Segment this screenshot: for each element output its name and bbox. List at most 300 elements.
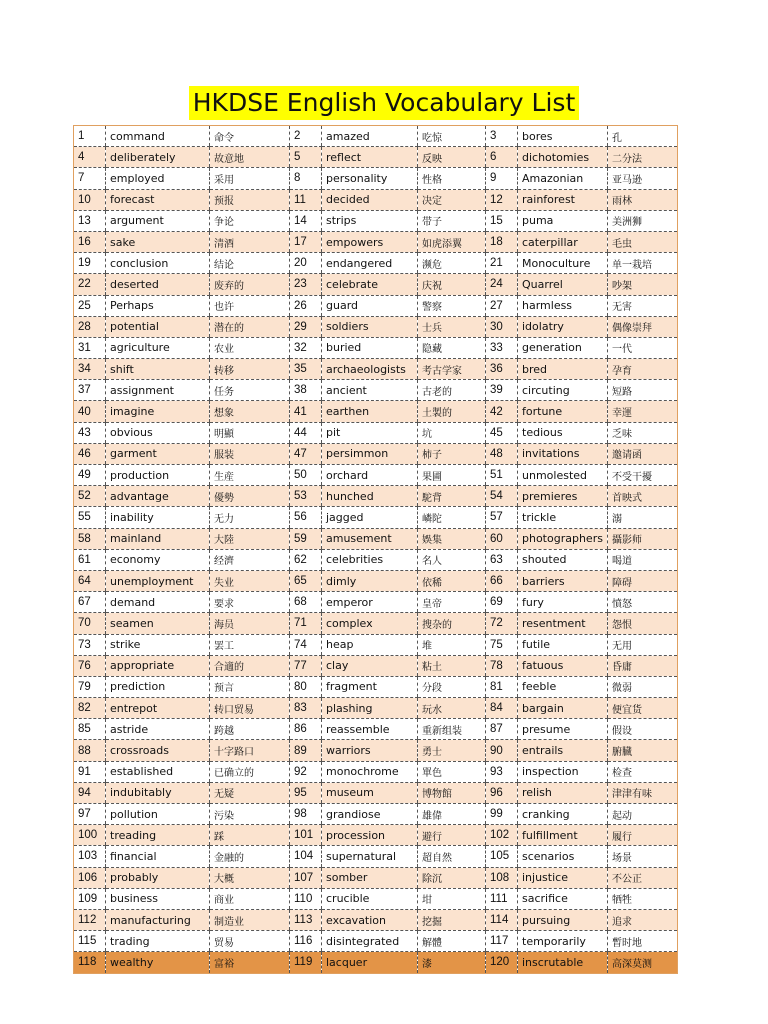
chinese-translation: 检查 xyxy=(608,761,678,782)
english-word: entrails xyxy=(518,740,608,761)
english-word: clay xyxy=(322,655,418,676)
table-row xyxy=(74,782,678,803)
chinese-translation: 农业 xyxy=(210,337,290,358)
table-row xyxy=(74,549,678,570)
chinese-translation: 偶像崇拜 xyxy=(608,316,678,337)
english-word: resentment xyxy=(518,613,608,634)
entry-number: 105 xyxy=(486,846,518,867)
chinese-translation: 腑臓 xyxy=(608,740,678,761)
table-row xyxy=(74,210,678,231)
entry-number: 15 xyxy=(486,210,518,231)
entry-number: 3 xyxy=(486,126,518,147)
table-row xyxy=(74,359,678,380)
english-word: orchard xyxy=(322,465,418,486)
english-word: seamen xyxy=(106,613,210,634)
english-word: harmless xyxy=(518,295,608,316)
english-word: sacrifice xyxy=(518,888,608,909)
page-title: HKDSE English Vocabulary List xyxy=(189,86,580,120)
entry-number: 65 xyxy=(290,570,322,591)
table-row xyxy=(74,634,678,655)
chinese-translation: 濒危 xyxy=(418,253,486,274)
chinese-translation: 潜在的 xyxy=(210,316,290,337)
entry-number: 79 xyxy=(74,676,106,697)
chinese-translation: 想象 xyxy=(210,401,290,422)
entry-number: 19 xyxy=(74,253,106,274)
entry-number: 71 xyxy=(290,613,322,634)
chinese-translation: 已确立的 xyxy=(210,761,290,782)
chinese-translation: 生産 xyxy=(210,465,290,486)
english-word: strips xyxy=(322,210,418,231)
entry-number: 30 xyxy=(486,316,518,337)
entry-number: 86 xyxy=(290,719,322,740)
entry-number: 57 xyxy=(486,507,518,528)
entry-number: 60 xyxy=(486,528,518,549)
english-word: barriers xyxy=(518,570,608,591)
english-word: unemployment xyxy=(106,570,210,591)
chinese-translation: 起动 xyxy=(608,804,678,825)
chinese-translation: 駝背 xyxy=(418,486,486,507)
table-row xyxy=(74,825,678,846)
chinese-translation: 重新组装 xyxy=(418,719,486,740)
entry-number: 68 xyxy=(290,592,322,613)
entry-number: 66 xyxy=(486,570,518,591)
entry-number: 35 xyxy=(290,359,322,380)
entry-number: 20 xyxy=(290,253,322,274)
chinese-translation: 踩 xyxy=(210,825,290,846)
entry-number: 22 xyxy=(74,274,106,295)
english-word: entrepot xyxy=(106,698,210,719)
chinese-translation: 转口贸易 xyxy=(210,698,290,719)
entry-number: 62 xyxy=(290,549,322,570)
entry-number: 49 xyxy=(74,465,106,486)
entry-number: 95 xyxy=(290,782,322,803)
entry-number: 98 xyxy=(290,804,322,825)
chinese-translation: 大概 xyxy=(210,867,290,888)
chinese-translation: 暫时地 xyxy=(608,931,678,952)
english-word: dichotomies xyxy=(518,147,608,168)
entry-number: 37 xyxy=(74,380,106,401)
english-word: business xyxy=(106,888,210,909)
english-word: garment xyxy=(106,443,210,464)
entry-number: 97 xyxy=(74,804,106,825)
chinese-translation: 服装 xyxy=(210,443,290,464)
entry-number: 91 xyxy=(74,761,106,782)
chinese-translation: 勇士 xyxy=(418,740,486,761)
english-word: inscrutable xyxy=(518,952,608,973)
entry-number: 101 xyxy=(290,825,322,846)
table-row xyxy=(74,698,678,719)
chinese-translation: 争论 xyxy=(210,210,290,231)
entry-number: 16 xyxy=(74,231,106,252)
english-word: trickle xyxy=(518,507,608,528)
entry-number: 67 xyxy=(74,592,106,613)
chinese-translation: 解體 xyxy=(418,931,486,952)
entry-number: 6 xyxy=(486,147,518,168)
table-row xyxy=(74,274,678,295)
english-word: deliberately xyxy=(106,147,210,168)
entry-number: 56 xyxy=(290,507,322,528)
chinese-translation: 坑 xyxy=(418,422,486,443)
english-word: demand xyxy=(106,592,210,613)
chinese-translation: 商业 xyxy=(210,888,290,909)
english-word: shift xyxy=(106,359,210,380)
english-word: sake xyxy=(106,231,210,252)
english-word: mainland xyxy=(106,528,210,549)
entry-number: 9 xyxy=(486,168,518,189)
entry-number: 26 xyxy=(290,295,322,316)
chinese-translation: 土製的 xyxy=(418,401,486,422)
chinese-translation: 故意地 xyxy=(210,147,290,168)
english-word: fragment xyxy=(322,676,418,697)
english-word: command xyxy=(106,126,210,147)
chinese-translation: 吃惊 xyxy=(418,126,486,147)
english-word: disintegrated xyxy=(322,931,418,952)
entry-number: 108 xyxy=(486,867,518,888)
entry-number: 74 xyxy=(290,634,322,655)
entry-number: 36 xyxy=(486,359,518,380)
chinese-translation: 昏庸 xyxy=(608,655,678,676)
chinese-translation: 警察 xyxy=(418,295,486,316)
english-word: monochrome xyxy=(322,761,418,782)
entry-number: 8 xyxy=(290,168,322,189)
entry-number: 23 xyxy=(290,274,322,295)
chinese-translation: 除沉 xyxy=(418,867,486,888)
entry-number: 118 xyxy=(74,952,106,973)
entry-number: 120 xyxy=(486,952,518,973)
table-row xyxy=(74,867,678,888)
english-word: empowers xyxy=(322,231,418,252)
chinese-translation: 幸運 xyxy=(608,401,678,422)
entry-number: 78 xyxy=(486,655,518,676)
english-word: shouted xyxy=(518,549,608,570)
english-word: bargain xyxy=(518,698,608,719)
entry-number: 83 xyxy=(290,698,322,719)
table-row xyxy=(74,655,678,676)
chinese-translation: 高深莫测 xyxy=(608,952,678,973)
table-row xyxy=(74,676,678,697)
english-word: probably xyxy=(106,867,210,888)
entry-number: 46 xyxy=(74,443,106,464)
entry-number: 90 xyxy=(486,740,518,761)
entry-number: 45 xyxy=(486,422,518,443)
table-row xyxy=(74,804,678,825)
table-row xyxy=(74,761,678,782)
chinese-translation: 预报 xyxy=(210,189,290,210)
table-row xyxy=(74,740,678,761)
english-word: Amazonian xyxy=(518,168,608,189)
english-word: idolatry xyxy=(518,316,608,337)
entry-number: 72 xyxy=(486,613,518,634)
chinese-translation: 命令 xyxy=(210,126,290,147)
entry-number: 88 xyxy=(74,740,106,761)
chinese-translation: 也许 xyxy=(210,295,290,316)
entry-number: 58 xyxy=(74,528,106,549)
entry-number: 32 xyxy=(290,337,322,358)
entry-number: 69 xyxy=(486,592,518,613)
english-word: guard xyxy=(322,295,418,316)
entry-number: 119 xyxy=(290,952,322,973)
english-word: pit xyxy=(322,422,418,443)
english-word: puma xyxy=(518,210,608,231)
entry-number: 117 xyxy=(486,931,518,952)
entry-number: 115 xyxy=(74,931,106,952)
entry-number: 73 xyxy=(74,634,106,655)
chinese-translation: 憤怒 xyxy=(608,592,678,613)
chinese-translation: 一代 xyxy=(608,337,678,358)
chinese-translation: 津津有味 xyxy=(608,782,678,803)
english-word: manufacturing xyxy=(106,909,210,930)
entry-number: 5 xyxy=(290,147,322,168)
english-word: forecast xyxy=(106,189,210,210)
table-row xyxy=(74,909,678,930)
entry-number: 14 xyxy=(290,210,322,231)
chinese-translation: 溺 xyxy=(608,507,678,528)
chinese-translation: 失业 xyxy=(210,570,290,591)
english-word: reassemble xyxy=(322,719,418,740)
entry-number: 11 xyxy=(290,189,322,210)
table-row xyxy=(74,570,678,591)
english-word: employed xyxy=(106,168,210,189)
table-row xyxy=(74,592,678,613)
chinese-translation: 场景 xyxy=(608,846,678,867)
chinese-translation: 带子 xyxy=(418,210,486,231)
english-word: production xyxy=(106,465,210,486)
chinese-translation: 毛虫 xyxy=(608,231,678,252)
english-word: fury xyxy=(518,592,608,613)
chinese-translation: 吵架 xyxy=(608,274,678,295)
entry-number: 82 xyxy=(74,698,106,719)
entry-number: 21 xyxy=(486,253,518,274)
entry-number: 84 xyxy=(486,698,518,719)
english-word: pollution xyxy=(106,804,210,825)
chinese-translation: 依稀 xyxy=(418,570,486,591)
entry-number: 77 xyxy=(290,655,322,676)
chinese-translation: 隐藏 xyxy=(418,337,486,358)
chinese-translation: 孕育 xyxy=(608,359,678,380)
chinese-translation: 反映 xyxy=(418,147,486,168)
english-word: obvious xyxy=(106,422,210,443)
chinese-translation: 便宜货 xyxy=(608,698,678,719)
entry-number: 59 xyxy=(290,528,322,549)
english-word: persimmon xyxy=(322,443,418,464)
chinese-translation: 首映式 xyxy=(608,486,678,507)
english-word: inability xyxy=(106,507,210,528)
entry-number: 42 xyxy=(486,401,518,422)
english-word: caterpillar xyxy=(518,231,608,252)
chinese-translation: 古老的 xyxy=(418,380,486,401)
entry-number: 89 xyxy=(290,740,322,761)
entry-number: 2 xyxy=(290,126,322,147)
entry-number: 54 xyxy=(486,486,518,507)
english-word: potential xyxy=(106,316,210,337)
entry-number: 38 xyxy=(290,380,322,401)
english-word: buried xyxy=(322,337,418,358)
english-word: conclusion xyxy=(106,253,210,274)
entry-number: 111 xyxy=(486,888,518,909)
chinese-translation: 挖掘 xyxy=(418,909,486,930)
english-word: feeble xyxy=(518,676,608,697)
english-word: soldiers xyxy=(322,316,418,337)
table-row xyxy=(74,380,678,401)
entry-number: 110 xyxy=(290,888,322,909)
chinese-translation: 分段 xyxy=(418,676,486,697)
table-row xyxy=(74,337,678,358)
chinese-translation: 污染 xyxy=(210,804,290,825)
english-word: heap xyxy=(322,634,418,655)
chinese-translation: 无力 xyxy=(210,507,290,528)
chinese-translation: 转移 xyxy=(210,359,290,380)
chinese-translation: 如虎添翼 xyxy=(418,231,486,252)
chinese-translation: 不公正 xyxy=(608,867,678,888)
english-word: fatuous xyxy=(518,655,608,676)
english-word: generation xyxy=(518,337,608,358)
table-row xyxy=(74,401,678,422)
chinese-translation: 无疑 xyxy=(210,782,290,803)
entry-number: 40 xyxy=(74,401,106,422)
english-word: presume xyxy=(518,719,608,740)
english-word: earthen xyxy=(322,401,418,422)
english-word: futile xyxy=(518,634,608,655)
english-word: imagine xyxy=(106,401,210,422)
table-row xyxy=(74,952,678,973)
table-row xyxy=(74,422,678,443)
chinese-translation: 罢工 xyxy=(210,634,290,655)
chinese-translation: 不受干擾 xyxy=(608,465,678,486)
english-word: photographers xyxy=(518,528,608,549)
english-word: archaeologists xyxy=(322,359,418,380)
chinese-translation: 结论 xyxy=(210,253,290,274)
table-row xyxy=(74,147,678,168)
chinese-translation: 考古学家 xyxy=(418,359,486,380)
table-row xyxy=(74,316,678,337)
entry-number: 107 xyxy=(290,867,322,888)
chinese-translation: 废弃的 xyxy=(210,274,290,295)
table-row xyxy=(74,486,678,507)
entry-number: 50 xyxy=(290,465,322,486)
entry-number: 27 xyxy=(486,295,518,316)
entry-number: 43 xyxy=(74,422,106,443)
chinese-translation: 博物館 xyxy=(418,782,486,803)
english-word: personality xyxy=(322,168,418,189)
english-word: unmolested xyxy=(518,465,608,486)
chinese-translation: 邀请函 xyxy=(608,443,678,464)
english-word: ancient xyxy=(322,380,418,401)
english-word: injustice xyxy=(518,867,608,888)
chinese-translation: 单一栽培 xyxy=(608,253,678,274)
english-word: temporarily xyxy=(518,931,608,952)
chinese-translation: 雄偉 xyxy=(418,804,486,825)
chinese-translation: 海员 xyxy=(210,613,290,634)
table-row xyxy=(74,846,678,867)
entry-number: 24 xyxy=(486,274,518,295)
entry-number: 12 xyxy=(486,189,518,210)
english-word: crossroads xyxy=(106,740,210,761)
chinese-translation: 超自然 xyxy=(418,846,486,867)
chinese-translation: 障碍 xyxy=(608,570,678,591)
entry-number: 52 xyxy=(74,486,106,507)
english-word: scenarios xyxy=(518,846,608,867)
entry-number: 39 xyxy=(486,380,518,401)
english-word: economy xyxy=(106,549,210,570)
vocabulary-table-body xyxy=(74,126,678,974)
english-word: tedious xyxy=(518,422,608,443)
english-word: assignment xyxy=(106,380,210,401)
chinese-translation: 雨林 xyxy=(608,189,678,210)
english-word: celebrities xyxy=(322,549,418,570)
chinese-translation: 清酒 xyxy=(210,231,290,252)
entry-number: 51 xyxy=(486,465,518,486)
english-word: jagged xyxy=(322,507,418,528)
english-word: invitations xyxy=(518,443,608,464)
chinese-translation: 要求 xyxy=(210,592,290,613)
chinese-translation: 單色 xyxy=(418,761,486,782)
chinese-translation: 美洲狮 xyxy=(608,210,678,231)
english-word: amazed xyxy=(322,126,418,147)
entry-number: 103 xyxy=(74,846,106,867)
title-wrapper xyxy=(0,86,768,120)
english-word: decided xyxy=(322,189,418,210)
english-word: inspection xyxy=(518,761,608,782)
english-word: Perhaps xyxy=(106,295,210,316)
chinese-translation: 制造业 xyxy=(210,909,290,930)
chinese-translation: 皇帝 xyxy=(418,592,486,613)
entry-number: 17 xyxy=(290,231,322,252)
table-row xyxy=(74,719,678,740)
english-word: treading xyxy=(106,825,210,846)
entry-number: 18 xyxy=(486,231,518,252)
english-word: bred xyxy=(518,359,608,380)
english-word: deserted xyxy=(106,274,210,295)
table-row xyxy=(74,253,678,274)
chinese-translation: 富裕 xyxy=(210,952,290,973)
english-word: hunched xyxy=(322,486,418,507)
entry-number: 33 xyxy=(486,337,518,358)
entry-number: 41 xyxy=(290,401,322,422)
english-word: excavation xyxy=(322,909,418,930)
entry-number: 93 xyxy=(486,761,518,782)
entry-number: 112 xyxy=(74,909,106,930)
entry-number: 76 xyxy=(74,655,106,676)
entry-number: 96 xyxy=(486,782,518,803)
chinese-translation: 合適的 xyxy=(210,655,290,676)
chinese-translation: 士兵 xyxy=(418,316,486,337)
chinese-translation: 避行 xyxy=(418,825,486,846)
chinese-translation: 十字路口 xyxy=(210,740,290,761)
chinese-translation: 跨越 xyxy=(210,719,290,740)
vocabulary-table xyxy=(73,125,678,974)
english-word: bores xyxy=(518,126,608,147)
entry-number: 29 xyxy=(290,316,322,337)
english-word: trading xyxy=(106,931,210,952)
chinese-translation: 大陸 xyxy=(210,528,290,549)
chinese-translation: 任务 xyxy=(210,380,290,401)
chinese-translation: 预言 xyxy=(210,676,290,697)
entry-number: 94 xyxy=(74,782,106,803)
entry-number: 13 xyxy=(74,210,106,231)
english-word: circuting xyxy=(518,380,608,401)
entry-number: 80 xyxy=(290,676,322,697)
english-word: supernatural xyxy=(322,846,418,867)
entry-number: 87 xyxy=(486,719,518,740)
chinese-translation: 追求 xyxy=(608,909,678,930)
chinese-translation: 无用 xyxy=(608,634,678,655)
chinese-translation: 微弱 xyxy=(608,676,678,697)
entry-number: 113 xyxy=(290,909,322,930)
chinese-translation: 乏味 xyxy=(608,422,678,443)
chinese-translation: 孔 xyxy=(608,126,678,147)
entry-number: 7 xyxy=(74,168,106,189)
entry-number: 25 xyxy=(74,295,106,316)
